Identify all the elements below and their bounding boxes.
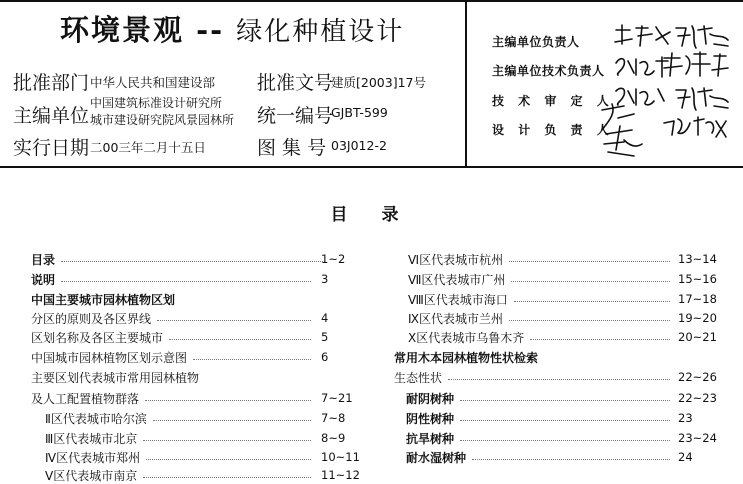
code-value: GJBT-599 [331,105,388,120]
toc-entry[interactable] [394,348,684,366]
toc-entry[interactable] [31,250,346,268]
title-bold-part: 环境景观 -- [60,13,225,47]
toc-entry-page: 22~23 [678,391,717,405]
header-divider [465,0,467,167]
toc-entry-page: 19~20 [678,311,717,325]
title-sub-part: 绿化种植设计 [236,17,405,47]
toc-entry-title: Ⅷ区代表城市海口 [408,292,508,307]
toc-entry-title: 阴性树种 [406,411,455,426]
approve-dept-label: 批准部门 [13,72,90,94]
date-label: 实行日期 [13,137,90,159]
approve-doc-value: 建质[2003]17号 [331,75,426,90]
toc-entry[interactable] [406,409,693,427]
approve-doc-label: 批准文号 [257,72,334,94]
toc-entry-title: Ⅴ区代表城市南京 [45,468,138,483]
toc-entry[interactable] [45,429,346,447]
toc-entry-title: Ⅶ区代表城市广州 [408,272,506,287]
header-bottom-rule [0,166,743,168]
toc-entry-title: 及人工配置植物群落 [31,391,140,406]
code-label: 统一编号 [257,105,334,127]
toc-entry-title: Ⅹ区代表城市乌鲁木齐 [408,330,525,345]
atlas-value: 03J012-2 [331,138,387,153]
toc-entry[interactable] [45,466,360,484]
toc-entry[interactable] [31,389,353,407]
toc-entry-title: 耐水湿树种 [406,450,467,465]
signature-designer-2 [660,113,732,143]
toc-entry[interactable] [31,290,329,308]
toc-entry-page: 22~26 [678,370,717,384]
signature-chief-1 [612,22,672,50]
toc-entry-title: 常用木本园林植物性状检索 [394,350,539,365]
toc-entry-title: Ⅸ区代表城市兰州 [408,311,504,326]
role-tech: 主编单位技术负责人 [492,64,605,78]
toc-entry-title: Ⅳ区代表城市郑州 [45,450,141,465]
toc-entry-page: 4 [321,311,329,325]
editor-value-2: 城市建设研究院风景园林所 [90,113,235,127]
editor-label: 主编单位 [13,105,90,127]
signature-chief-2 [672,22,732,52]
header-top-rule [0,0,743,2]
signature-designer-1 [594,100,646,160]
role-designer: 设 计 负 责 人 [492,123,614,137]
toc-entry-title: 耐阴树种 [406,391,455,406]
toc-entry[interactable] [408,250,717,268]
document-title [60,8,404,49]
toc-entry[interactable] [45,409,346,427]
toc-entry[interactable] [31,270,329,288]
toc-entry[interactable] [408,328,717,346]
atlas-label: 图 集 号 [257,137,327,159]
toc-entry-title: 区划名称及各区主要城市 [31,330,164,345]
toc-entry[interactable] [408,309,717,327]
toc-entry-page: 5 [321,330,329,344]
toc-entry-page: 7~21 [321,391,353,405]
toc-entry-title: 生态性状 [394,370,443,385]
toc-entry-page: 11~12 [321,468,360,482]
toc-entry-page: 7~8 [321,411,346,425]
toc-entry-page: 8~9 [321,431,346,445]
toc-entry-page: 23 [678,411,693,425]
toc-entry[interactable] [408,270,717,288]
toc-entry-title: Ⅵ区代表城市杭州 [408,252,504,267]
toc-entry[interactable] [31,348,329,366]
toc-entry[interactable] [394,368,717,386]
toc-entry-title: 中国城市园林植物区划示意图 [31,350,188,365]
toc-entry-title: 目录 [31,252,56,267]
toc-entry[interactable] [31,368,329,386]
toc-entry[interactable] [31,309,329,327]
toc-entry-title: 说明 [31,272,56,287]
toc-entry-page: 10~11 [321,450,360,464]
toc-entry[interactable] [406,389,717,407]
toc-entry-page: 15~16 [678,272,717,286]
toc-entry[interactable] [406,448,693,466]
toc-entry-page: 13~14 [678,252,717,266]
approve-dept-value: 中华人民共和国建设部 [90,75,216,90]
toc-entry[interactable] [45,448,360,466]
toc-entry[interactable] [31,328,329,346]
toc-heading: 目 录 [330,205,413,225]
date-value: 二00三年二月十五日 [90,140,206,155]
toc-entry-title: Ⅲ区代表城市北京 [45,431,138,446]
toc-entry-page: 6 [321,350,329,364]
role-chief: 主编单位负责人 [492,35,580,49]
toc-entry-page: 17~18 [678,292,717,306]
toc-entry-page: 1~2 [321,252,346,266]
signature-tech-2 [660,50,732,80]
toc-entry-page: 24 [678,450,693,464]
toc-entry-title: 分区的原则及各区界线 [31,311,152,326]
toc-entry-page: 20~21 [678,330,717,344]
role-review: 技 术 审 定 人 [492,94,614,108]
toc-entry-title: 主要区划代表城市常用园林植物 [31,370,200,385]
toc-entry[interactable] [406,429,717,447]
toc-entry-page: 23~24 [678,431,717,445]
toc-entry-page: 3 [321,272,329,286]
toc-entry-title: 中国主要城市园林植物区划 [31,292,176,307]
toc-entry[interactable] [408,290,717,308]
toc-entry-title: Ⅱ区代表城市哈尔滨 [45,411,147,426]
signature-review-2 [672,84,732,114]
editor-value-1: 中国建筑标准设计研究所 [90,96,223,110]
toc-entry-title: 抗旱树种 [406,431,455,446]
